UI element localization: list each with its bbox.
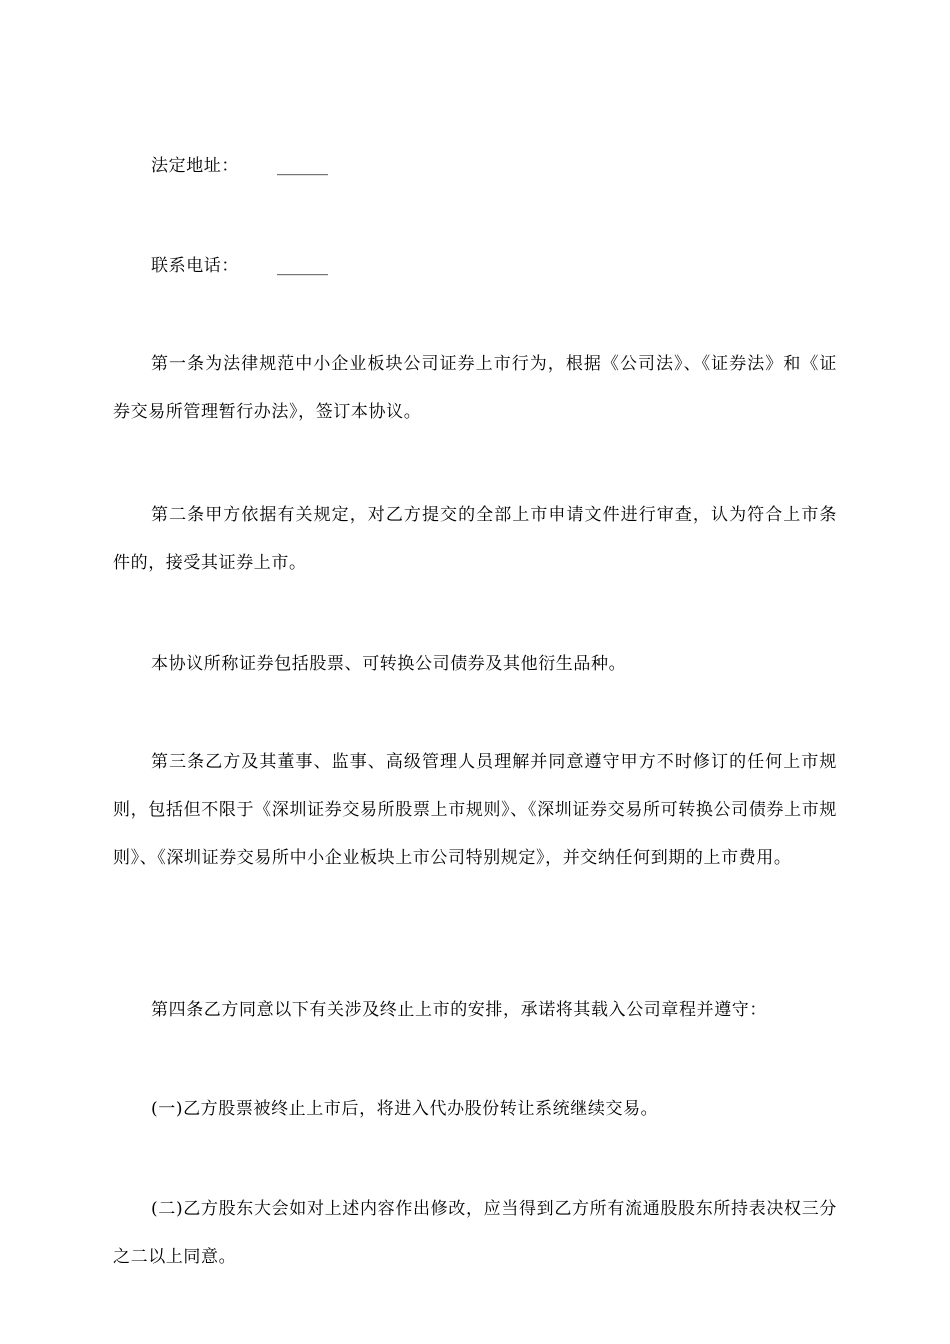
field-phone <box>113 242 837 290</box>
article-1-paragraph: 第一条为法律规范中小企业板块公司证券上市行为，根据《公司法》、《证券法》和《证券交易所管理暂行办法》，签订本协议。 <box>113 354 837 422</box>
article-2-paragraph: 第二条甲方依据有关规定，对乙方提交的全部上市申请文件进行审查，认为符合上市条件的，接受其证券上市。 <box>113 505 837 573</box>
article-4-paragraph: 第四条乙方同意以下有关涉及终止上市的安排，承诺将其载入公司章程并遵守： <box>151 1000 767 1020</box>
field-label: 法定地址： <box>151 156 239 176</box>
field-legal-address <box>113 142 837 190</box>
field-label: 联系电话： <box>151 256 239 276</box>
clause-2-paragraph: (二)乙方股东大会如对上述内容作出修改，应当得到乙方所有流通股股东所持表决权三分之二以上同意。 <box>113 1199 837 1267</box>
field-blank: ______ <box>277 156 328 176</box>
article-3-paragraph: 第三条乙方及其董事、监事、高级管理人员理解并同意遵守甲方不时修订的任何上市规则，包括但不限于《深圳证券交易所股票上市规则》、《深圳证券交易所可转换公司债券上市规则》、《深圳证券交易所中小企业板块上市公司特别规定》，并交纳任何到期的上市费用。 <box>113 752 837 868</box>
field-blank: ______ <box>277 256 328 276</box>
securities-definition-paragraph: 本协议所称证券包括股票、可转换公司债券及其他衍生品种。 <box>151 654 627 674</box>
clause-1-paragraph: (一)乙方股票被终止上市后，将进入代办股份转让系统继续交易。 <box>151 1099 659 1119</box>
